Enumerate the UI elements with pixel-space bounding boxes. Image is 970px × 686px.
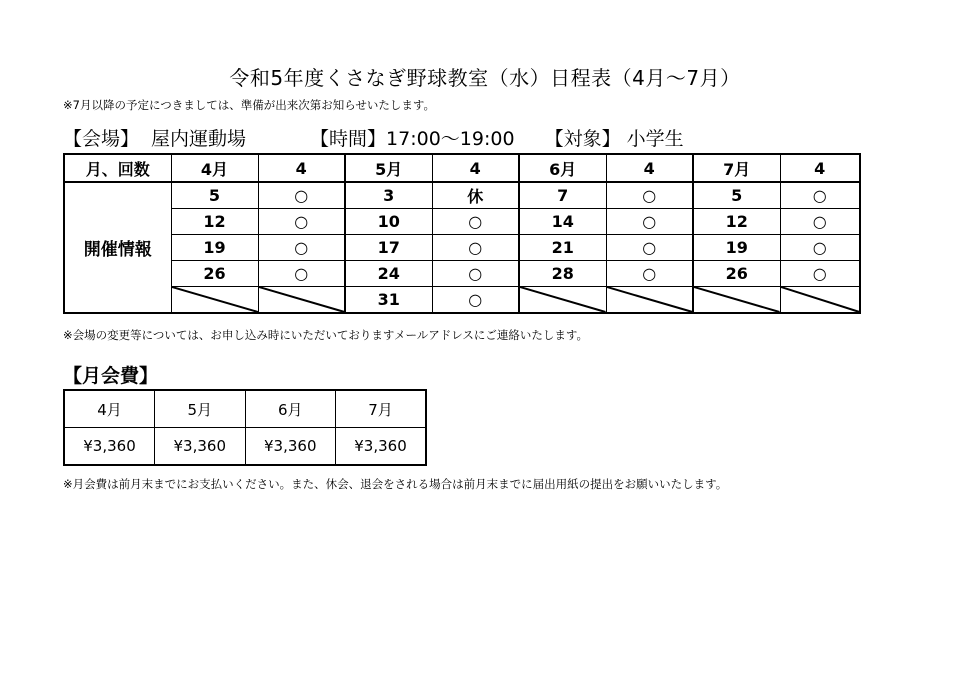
date-cell: 28 [519,261,606,287]
info-line [63,124,684,151]
note-fee-payment: ※月会費は前月末までにお支払いください。また、休会、退会をされる場合は前月末までに届出用紙の提出をお願いいたします。 [63,477,728,491]
time-value: 17:00～19:00 [386,128,515,150]
header-cell-label: 月、回数 [64,154,171,182]
target-value: 小学生 [626,128,684,150]
table-row [64,182,860,209]
fee-section-title: 【月会費】 [63,365,159,387]
time-label: 【時間】 [310,128,387,150]
date-cell: 26 [693,261,780,287]
venue-label: 【会場】 [63,128,140,150]
date-cell: 5 [693,182,780,209]
header-cell-april-count: 4 [258,154,345,182]
fee-month-cell: 6月 [245,390,336,428]
target-label: 【対象】 [544,128,621,150]
fee-month-cell: 4月 [64,390,155,428]
venue-value: 屋内運動場 [151,128,247,150]
status-cell: ○ [780,182,860,209]
status-cell: ○ [432,261,519,287]
empty-slash-cell [606,287,693,314]
fee-month-cell: 5月 [155,390,246,428]
date-cell: 3 [345,182,432,209]
status-cell: ○ [432,209,519,235]
status-cell: ○ [780,261,860,287]
empty-slash-cell [519,287,606,314]
fee-amount-cell: ¥3,360 [336,428,427,466]
table-row [64,261,860,287]
schedule-header-row [64,154,860,182]
status-cell: ○ [432,287,519,314]
date-cell: 21 [519,235,606,261]
table-row [64,209,860,235]
empty-slash-cell [780,287,860,314]
header-cell-april: 4月 [171,154,258,182]
empty-slash-cell [258,287,345,314]
note-schedule-update: ※7月以降の予定につきましては、準備が出来次第お知らせいたします。 [63,98,435,112]
status-cell: ○ [432,235,519,261]
status-cell: ○ [780,209,860,235]
fee-month-cell: 7月 [336,390,427,428]
row-label-event-info: 開催情報 [64,182,171,313]
date-cell: 26 [171,261,258,287]
table-row [64,287,860,314]
status-cell: ○ [258,209,345,235]
fee-header-row [64,390,426,428]
date-cell: 7 [519,182,606,209]
status-cell: ○ [780,235,860,261]
empty-slash-cell [171,287,258,314]
header-cell-july-count: 4 [780,154,860,182]
status-cell: ○ [606,182,693,209]
header-cell-june-count: 4 [606,154,693,182]
date-cell: 19 [693,235,780,261]
fee-amount-cell: ¥3,360 [64,428,155,466]
fee-amount-row [64,428,426,466]
schedule-table [63,153,861,314]
date-cell: 12 [693,209,780,235]
date-cell: 12 [171,209,258,235]
table-row [64,235,860,261]
header-cell-may-count: 4 [432,154,519,182]
date-cell: 17 [345,235,432,261]
date-cell: 19 [171,235,258,261]
status-cell: ○ [606,235,693,261]
status-cell: ○ [258,235,345,261]
date-cell: 10 [345,209,432,235]
page-title: 令和5年度くさなぎ野球教室（水）日程表（4月～7月） [229,66,741,90]
header-cell-june: 6月 [519,154,606,182]
date-cell: 14 [519,209,606,235]
empty-slash-cell [693,287,780,314]
date-cell: 24 [345,261,432,287]
fee-amount-cell: ¥3,360 [245,428,336,466]
status-cell: ○ [258,261,345,287]
status-cell: 休 [432,182,519,209]
status-cell: ○ [606,209,693,235]
header-cell-july: 7月 [693,154,780,182]
status-cell: ○ [258,182,345,209]
fee-table [63,389,427,466]
status-cell: ○ [606,261,693,287]
note-venue-change: ※会場の変更等については、お申し込み時にいただいておりますメールアドレスにご連絡いたします。 [63,328,588,342]
fee-amount-cell: ¥3,360 [155,428,246,466]
date-cell: 31 [345,287,432,314]
header-cell-may: 5月 [345,154,432,182]
date-cell: 5 [171,182,258,209]
